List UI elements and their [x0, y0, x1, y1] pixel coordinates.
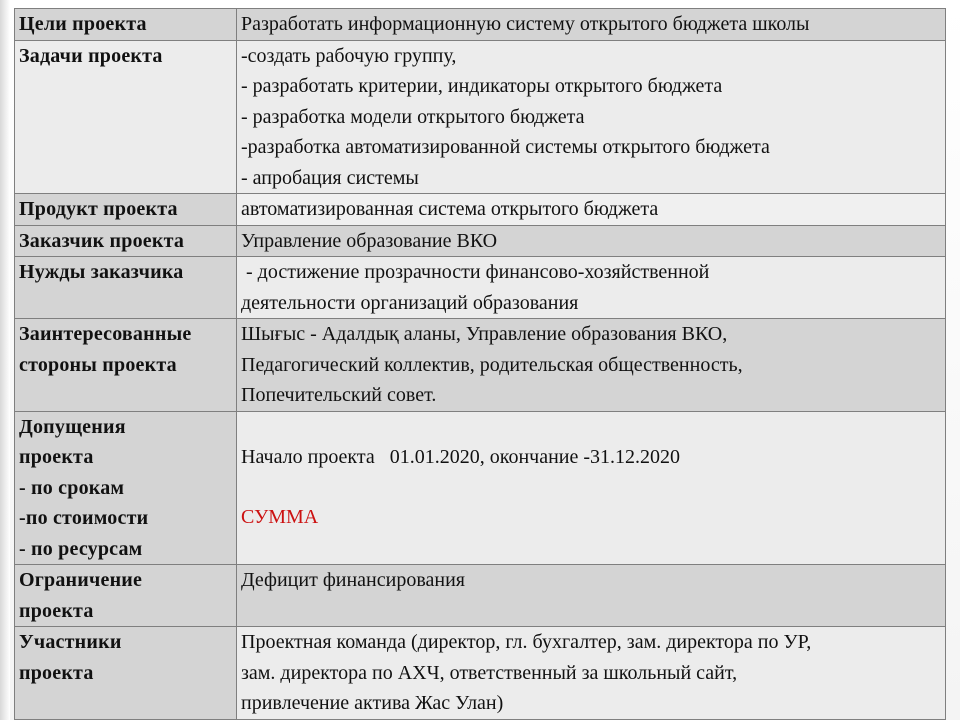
row-participants	[15, 627, 946, 720]
label-product: Продукт проекта	[15, 194, 237, 226]
value-assumptions	[237, 411, 946, 565]
project-dates: Начало проекта 01.01.2020, окончание -31.12.2020	[241, 445, 681, 468]
label-needs: Нужды заказчика	[15, 257, 237, 319]
spacer	[241, 472, 941, 502]
value-stakeholders: Шығыс - Адалдық аланы, Управление образования ВКО, Педагогический коллектив, родительская общественность, Попечительский совет.	[237, 319, 946, 412]
value-goals: Разработать информационную систему открытого бюджета школы	[237, 9, 946, 41]
slide-left-shadow	[0, 0, 10, 720]
row-customer	[15, 225, 946, 257]
row-stakeholders	[15, 319, 946, 412]
row-constraints	[15, 565, 946, 627]
label-constraints: Ограничение проекта	[15, 565, 237, 627]
row-assumptions	[15, 411, 946, 565]
label-customer: Заказчик проекта	[15, 225, 237, 257]
row-product	[15, 194, 946, 226]
value-constraints: Дефицит финансирования	[237, 565, 946, 627]
value-participants: Проектная команда (директор, гл. бухгалтер, зам. директора по УР, зам. директора по АХЧ, ответственный за школьный сайт, привлечение актива Жас Улан)	[237, 627, 946, 720]
spacer	[241, 412, 941, 442]
label-goals: Цели проекта	[15, 9, 237, 41]
label-tasks: Задачи проекта	[15, 40, 237, 194]
row-needs	[15, 257, 946, 319]
row-tasks	[15, 40, 946, 194]
value-customer: Управление образование ВКО	[237, 225, 946, 257]
sum-placeholder: СУММА	[241, 506, 319, 528]
value-needs: - достижение прозрачности финансово-хозяйственной деятельности организаций образования	[237, 257, 946, 319]
row-goals	[15, 9, 946, 41]
value-tasks: -создать рабочую группу, - разработать критерии, индикаторы открытого бюджета - разработка модели открытого бюджета -разработка автоматизированной системы открытого бюджета - апробация системы	[237, 40, 946, 194]
value-product: автоматизированная система открытого бюджета	[237, 194, 946, 226]
label-stakeholders: Заинтересованные стороны проекта	[15, 319, 237, 412]
project-passport-table	[14, 8, 946, 720]
label-participants: Участники проекта	[15, 627, 237, 720]
label-assumptions: Допущения проекта - по срокам -по стоимости - по ресурсам	[15, 411, 237, 565]
